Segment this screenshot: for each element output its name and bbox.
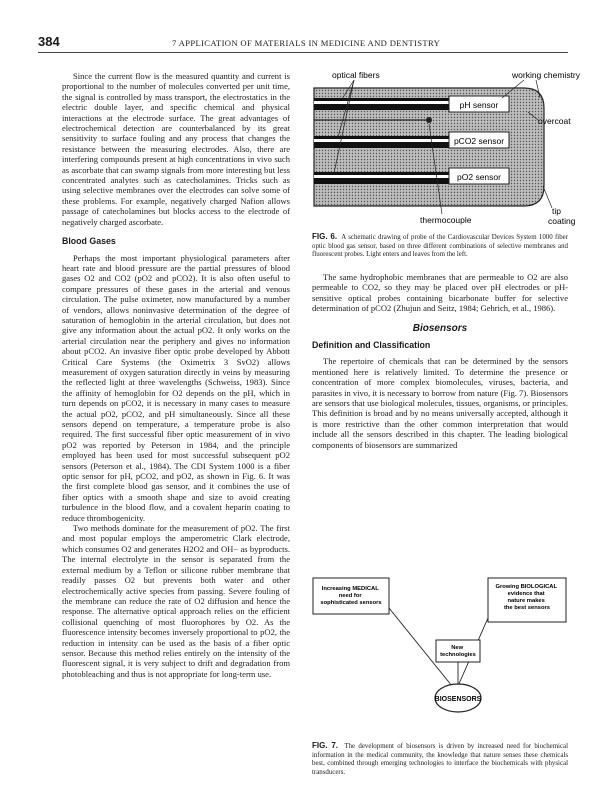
fiber-core [314,139,464,142]
biosensor-drivers-diagram [312,568,568,750]
biosensors-label: BIOSENSORS [434,696,482,703]
header-rule [38,52,568,53]
tip-label: tip [552,206,561,216]
coating-label: coating [548,216,576,226]
figure-6 [312,68,581,228]
paragraph: Two methods dominate for the measurement of pO2. The first and most popular employs the amperometric Clark electrode, which consumes O2 and generates H2O2 and OH− as byproducts. The internal electrolyte in the sensor is separated from the external medium by a Teflon or silicone rubber membrane that readily passes O2 but prevents both water and other electrochemically active species from passing. Severe fouling of the membrane can reduce the rate of O2 diffusion and hence the response. The alternative optical approach relies on the efficient collisional quenching of most fluorophores by O2. As the fluorescence intensity becomes inversely proportional to pO2, the reduction in intensity can be used as the basis of a fiber optic sensor. Because this method relies entirely on the intensity of the fluorescent signal, it is very subject to drift and degradation from photobleaching and thus is not appropriate for long-term use. [62,523,290,679]
working-chemistry-label: working chemistry [512,70,581,80]
box-line: evidence that [507,591,545,597]
overcoat-label: overcoat [538,116,571,126]
box-line: technologies [440,652,476,658]
box-line: nature makes [507,598,545,604]
optical-fibers-label: optical fibers [332,70,380,80]
ph-sensor-label: pH sensor [459,100,499,110]
leader-line [543,186,552,208]
right-column [312,272,568,450]
caption-text: A schematic drawing of probe of the Cardiovascular Devices System 1000 fiber optic blood gas sensor, based on three different combinations of selective membranes and fluorescent probes. Light enters and leaves from the left. [312,234,568,259]
figure-7-caption [312,742,568,778]
page-header [38,36,570,50]
fiber-core [314,175,464,178]
box-line: Growing BIOLOGICAL [495,584,557,590]
po2-sensor-label: pO2 sensor [457,172,501,182]
figure-6-caption [312,233,568,260]
section-heading-biosensors: Biosensors [412,322,468,334]
running-head: 7 APPLICATION OF MATERIALS IN MEDICINE AND DENTISTRY [172,38,441,48]
caption-text: The development of biosensors is driven by increased need for biochemical information in the medical community, the knowledge that nature senses these chemicals best, combined through emerging technologies to interface the biochemicals with physical transducers. [312,743,568,777]
blood-gas-probe-diagram [312,68,581,228]
caption-label: FIG. 6. [312,232,338,241]
pco2-sensor-label: pCO2 sensor [453,136,505,146]
left-column [62,71,290,679]
thermocouple-label: thermocouple [420,215,472,225]
subsection-heading-definition: Definition and Classification [312,340,431,351]
new-technologies-box [436,640,480,662]
box-line: Increasing MEDICAL [321,586,379,592]
box-line: sophisticated sensors [320,600,382,606]
paragraph: Perhaps the most important physiological parameters after heart rate and blood pressure are the partial pressures of blood gases O2 and CO2 (pO2 and pCO2). It is also often useful to compare pressures of these gases in the arterial and venous circulation. The pulse oximeter, now manufactured by a number of vendors, allows noninvasive determination of the degree of saturation of hemoglobin in the arterial circulation, but does not give any information about the actual pO2. It only works on the arterial circulation near the periphery and gives no information about pCO2. An invasive fiber optic probe developed by Abbott Critical Care Systems (the Oximetrix 3 SvO2) allows measurement of oxygen saturation directly in veins by measuring the reflected light at three wavelengths (Schweiss, 1983). Since the affinity of hemoglobin for O2 depends on the pH, which in turn depends on pCO2, it is necessary in many cases to measure the actual pO2, pCO2, and pH simultaneously. Since all these sensors depend on temperature, a temperature probe is also required. The first successful fiber optic measurement of in vivo pO2 was reported by Peterson in 1984, and the principle employed has been used for most successful subsequent pO2 sensors (Peterson et al., 1984). The CDI System 1000 is a fiber optic sensor for pH, pCO2, and pO2, as shown in Fig. 6. It was the first complete blood gas sensor, and it combines the use of fiber optics with a smooth shape and size to avoid creating turbulence in the blood flow, and a covalent heparin coating to reduce thrombogenicity. [62,252,290,523]
page-number: 384 [38,34,60,49]
paragraph: Since the current flow is the measured quantity and current is proportional to the number of molecules converted per unit time, the signal is controlled by mass transport, the electrostatics in the electric double layer, and specific chemical and physical interactions at the electrode surface. The great advantages of electrochemical detection are counterbalanced by its great sensitivity to surface fouling and any process that changes the resistance between the measuring electrodes. Also, there are interfering compounds present at high concentrations in vivo such as ascorbate that can swamp signals from more interesting but less concentrated analytes such as catecholamines. Tricks such as using selective membranes over the electrodes can solve some of these problems. For example, negatively charged Nafion allows passage of catecholamines but blocks access to the electrode of negatively charged ascorbate. [62,71,290,227]
box-line: the best sensors [503,605,551,611]
box-line: need for [338,593,362,599]
box-line: New [451,645,464,651]
section-heading-blood-gases: Blood Gases [62,236,116,247]
thermocouple-junction [426,117,432,123]
caption-label: FIG. 7. [312,741,338,750]
paragraph: The same hydrophobic membranes that are permeable to O2 are also permeable to CO2, so they may be placed over pH electrodes or pH-sensitive optical probes containing bicarbonate buffer for selective determination of pCO2 (Zhujun and Seitz, 1984; Gehrich, et al., 1986). [312,272,568,314]
paragraph: The repertoire of chemicals that can be determined by the sensors mentioned here is relatively limited. To determine the presence or concentration of more complex biomolecules, viruses, bacteria, and parasites in vivo, it is necessary to borrow from nature (Fig. 7). Biosensors are sensors that use biological molecules, tissues, organisms, or principles. This definition is broad and by no means universally accepted, although it is more restrictive than the other common interpretation that would include all the sensors described in this chapter. The leading biological components of biosensors are summarized [312,356,568,450]
figure-7 [312,568,568,750]
